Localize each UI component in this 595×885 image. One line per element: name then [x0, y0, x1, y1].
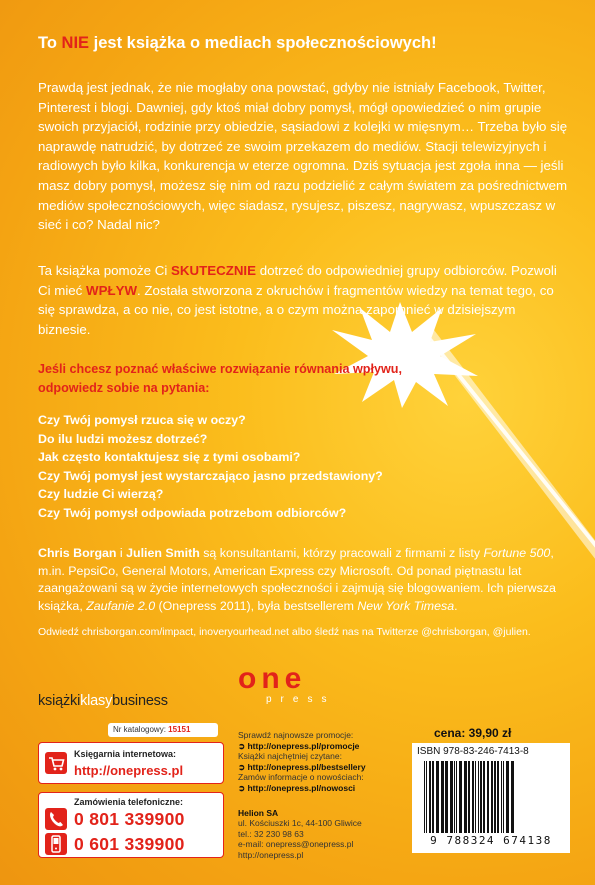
description-paragraph-1: Prawdą jest jednak, że nie mogłaby ona powstać, gdyby nie istniały Facebook, Twitter, Pinterest i blogi. Dawniej, gdy ktoś miał dobry pomysł, mógł opowiedzieć o nim grupie swoich przyjaciół, rodzinie przy obiedzie, sąsiadowi z kolejki w mięsnym… Trzeba było się naprawdę natrudzić, by dotrzeć ze swoim przekazem do mediów. Stacji telewizyjnych i radiowych było kilka, konkurencja w eterze ogromna. Dziś sytuacja jest zgoła inna — jeśli masz dobry pomysł, możesz się nim od razu podzielić z całym światem za pośrednictwem mediów społecznościowych, więc siadasz, rysujesz, piszesz, nagrywasz, wpuszczasz w sieć i co? Nadal nic? [38, 80, 568, 233]
question-item: Czy Twój pomysł rzuca się w oczy? [38, 413, 246, 427]
promo-link-bestsellery[interactable]: ➲ http://onepress.pl/bestsellery [238, 761, 366, 772]
onepress-logo-one: one [238, 662, 307, 695]
author-name-1: Chris Borgan [38, 546, 117, 560]
paragraph2-c: dotrzeć do odpowiedniej grupy odbiorców. Pozwoli Ci mieć [38, 263, 557, 298]
author-name-2: Julien Smith [126, 546, 200, 560]
questions-intro: Jeśli chcesz poznać właściwe rozwiązanie równania wpływu, odpowiedz sobie na pytania: [38, 362, 402, 395]
authors-and: i [116, 546, 127, 560]
authors-fortune: Fortune 500 [483, 546, 551, 560]
headline-part1: To [38, 34, 62, 52]
barcode-bar [501, 761, 502, 833]
barcode-bar [429, 761, 431, 833]
barcode-bar [503, 761, 504, 833]
phone-handset-icon [45, 808, 67, 830]
authors-text-1: są konsultantami, którzy pracowali z firmami z listy [199, 546, 484, 560]
barcode-bar [464, 761, 467, 833]
barcode-bar [497, 761, 499, 833]
catalog-number [108, 723, 218, 737]
barcode-bar [494, 761, 496, 833]
authors-text-3: (Onepress 2011), była bestsellerem [155, 598, 358, 613]
publisher-street: ul. Kościuszki 1c, 44-100 Gliwice [238, 818, 362, 829]
barcode-bar [475, 761, 476, 833]
series-logo-part3: business [112, 693, 168, 709]
barcode-bar [472, 761, 474, 833]
onepress-logo [238, 662, 348, 705]
shopping-cart-icon [45, 752, 67, 774]
online-shop-box[interactable] [38, 742, 224, 784]
phone-number-1[interactable]: 0 801 339900 [74, 809, 185, 829]
barcode-bar [511, 761, 514, 833]
paragraph2-a: Ta książka pomoże Ci [38, 263, 172, 278]
barcode-bar [436, 761, 439, 833]
catalog-value: 15151 [168, 725, 191, 734]
series-logo-part1: książki [38, 693, 81, 709]
question-item: Czy Twój pomysł jest wystarczająco jasno przedstawiony? [38, 468, 383, 483]
isbn-barcode-box [412, 743, 570, 853]
series-logo-part2: klasy [80, 693, 113, 709]
barcode-digits: 9 788324 674138 [430, 834, 552, 847]
onepress-logo-press: press [266, 694, 336, 705]
barcode-bar [491, 761, 493, 833]
barcode-bar [459, 761, 462, 833]
question-item: Czy ludzie Ci wierzą? [38, 487, 164, 502]
online-shop-url[interactable]: http://onepress.pl [74, 763, 184, 778]
headline-part3: jest książka o mediach społecznościowych! [89, 34, 437, 52]
barcode-bar [483, 761, 485, 833]
authors-bio [38, 545, 573, 615]
paragraph2-skutecznie: SKUTECZNIE [171, 263, 256, 278]
barcode-bar [445, 761, 448, 833]
barcode [423, 761, 567, 833]
barcode-bar [432, 761, 434, 833]
barcode-bar [426, 761, 427, 833]
promo-link-nowosci[interactable]: ➲ http://onepress.pl/nowosci [238, 782, 356, 793]
publisher-email[interactable]: e-mail: onepress@onepress.pl [238, 839, 354, 850]
promo-links [238, 730, 398, 794]
authors-nyt: New York Timesa [357, 598, 455, 613]
phone-orders-label: Zamówienia telefoniczne: [74, 797, 184, 807]
authors-text-2: , m.in. PepsiCo, General Motors, American Express czy Microsoft. Od ponad piętnastu lat zaangażowani są w życie internetowych społeczności i zajmują się blogowaniem. Ich pierwsza książka, [38, 546, 556, 613]
barcode-bar [468, 761, 470, 833]
headline [38, 34, 578, 53]
phone-orders-box [38, 792, 224, 858]
barcode-bar [456, 761, 457, 833]
question-item: Jak często kontaktujesz się z tymi osobami? [38, 450, 301, 465]
barcode-bar [450, 761, 453, 833]
promo-line: Zamów informacje o nowościach: [238, 772, 364, 783]
price-label: cena: 39,90 zł [434, 726, 512, 740]
publisher-website[interactable]: http://onepress.pl [238, 849, 304, 860]
online-shop-label: Księgarnia internetowa: [74, 749, 177, 759]
publisher-phone: tel.: 32 230 98 63 [238, 828, 304, 839]
series-logo [38, 693, 168, 709]
barcode-bar [454, 761, 455, 833]
barcode-bar [506, 761, 509, 833]
mobile-phone-icon [45, 833, 67, 855]
barcode-bar [441, 761, 444, 833]
barcode-bar [480, 761, 482, 833]
promo-line: Książki najchętniej czytane: [238, 751, 342, 762]
isbn-text: ISBN 978-83-246-7413-8 [417, 746, 529, 757]
phone-number-2[interactable]: 0 601 339900 [74, 834, 185, 854]
publisher-name: Helion SA [238, 808, 279, 818]
paragraph2-e: . Została stworzona z okruchów i fragmentów wiedzy na temat tego, co się sprawdza, a co nie, co jest istotne, a o czym można zapomnieć w dzisiejszym biznesie. [38, 282, 554, 337]
barcode-bar [424, 761, 425, 833]
question-item: Czy Twój pomysł odpowiada potrzebom odbiorców? [38, 505, 347, 520]
visit-links: Odwiedź chrisborgan.com/impact, inoveryourhead.net albo śledź nas na Twitterze @chrisborgan, @julien. [38, 626, 531, 638]
authors-text-4: . [454, 598, 458, 613]
publisher-address [238, 808, 398, 860]
barcode-bar [487, 761, 489, 833]
question-item: Do ilu ludzi możesz dotrzeć? [38, 431, 208, 446]
promo-link-promocje[interactable]: ➲ http://onepress.pl/promocje [238, 740, 360, 751]
catalog-label: Nr katalogowy: [113, 725, 169, 734]
barcode-bar [478, 761, 479, 833]
headline-emphasis: NIE [61, 34, 90, 52]
description-paragraph-2 [38, 261, 568, 339]
paragraph2-wplyw: WPŁYW [86, 282, 137, 298]
authors-book-title: Zaufanie 2.0 [86, 598, 156, 613]
questions-list [38, 411, 458, 523]
promo-line: Sprawdź najnowsze promocje: [238, 730, 354, 740]
